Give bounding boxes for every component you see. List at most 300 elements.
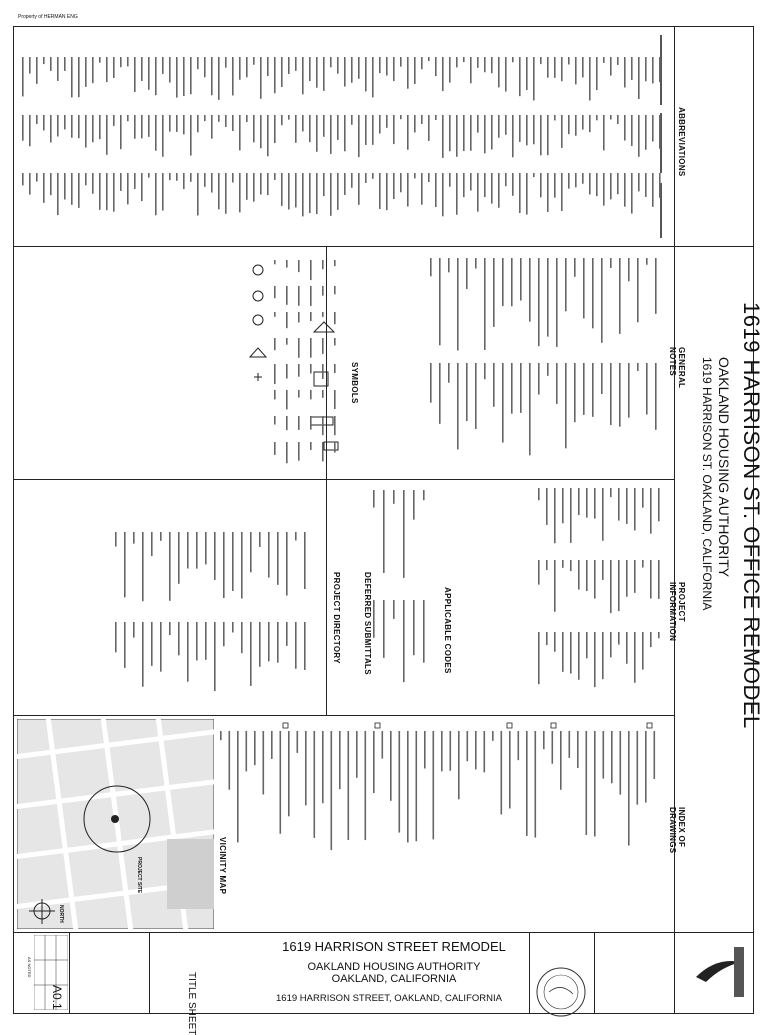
text-line <box>594 731 596 836</box>
project-address: 1619 HARRISON ST. OAKLAND, CALIFORNIA <box>700 357 714 611</box>
text-line <box>281 57 283 87</box>
deferred-submittals-header: DEFERRED SUBMITTALS <box>363 572 372 675</box>
text-line <box>127 115 129 121</box>
text-line <box>298 364 300 377</box>
text-line <box>50 115 52 142</box>
text-line <box>463 173 465 197</box>
text-line <box>463 57 465 62</box>
text-line <box>596 173 598 196</box>
text-line <box>151 622 153 666</box>
text-line <box>575 57 577 84</box>
text-line <box>570 632 572 674</box>
text-line <box>428 173 430 182</box>
text-line <box>310 390 312 399</box>
text-line <box>637 258 639 322</box>
text-line <box>223 622 225 646</box>
text-line <box>450 731 452 771</box>
text-line <box>169 622 171 635</box>
abbreviations-header: ABBREVIATIONS <box>677 107 686 177</box>
text-line <box>298 260 300 272</box>
text-line <box>295 115 297 143</box>
text-line <box>502 258 504 306</box>
text-line <box>386 57 388 76</box>
text-line <box>393 490 395 504</box>
text-line <box>533 173 535 177</box>
text-line <box>475 731 477 769</box>
text-line <box>610 363 612 425</box>
text-line <box>225 57 227 68</box>
text-line <box>260 115 262 148</box>
text-line <box>610 173 612 199</box>
text-line <box>582 115 584 130</box>
project-directory-header: PROJECT DIRECTORY <box>332 572 341 664</box>
text-line <box>115 622 117 652</box>
text-line <box>637 363 639 371</box>
text-line <box>232 532 234 591</box>
text-line <box>518 731 520 760</box>
text-line <box>151 532 153 556</box>
text-line <box>99 115 101 139</box>
text-line <box>142 622 144 687</box>
text-line <box>22 115 24 141</box>
text-line <box>183 57 185 96</box>
text-line <box>634 560 636 593</box>
text-line <box>562 632 564 672</box>
text-line <box>211 173 213 193</box>
text-line <box>274 173 276 180</box>
text-line <box>253 115 255 142</box>
text-line <box>637 731 639 805</box>
text-line <box>334 286 336 294</box>
divider <box>674 932 675 1013</box>
text-line <box>344 57 346 87</box>
text-line <box>286 338 288 345</box>
general-notes-header: GENERAL NOTES <box>668 347 686 389</box>
text-line <box>141 115 143 138</box>
text-line <box>421 173 423 205</box>
text-line <box>288 115 290 120</box>
text-line <box>400 173 402 192</box>
text-line <box>582 57 584 77</box>
text-line <box>603 115 605 150</box>
text-line <box>274 286 276 298</box>
text-line <box>655 258 657 314</box>
text-line <box>414 57 416 84</box>
text-line <box>505 57 507 92</box>
text-line <box>477 115 479 133</box>
text-line <box>416 731 418 841</box>
text-line <box>43 115 45 130</box>
text-line <box>85 173 87 185</box>
text-line <box>259 622 261 667</box>
text-line <box>334 338 336 345</box>
revision-table <box>34 935 68 1010</box>
text-line <box>546 632 548 645</box>
text-line <box>583 363 585 415</box>
text-line <box>295 622 297 669</box>
text-line <box>596 115 598 120</box>
text-line <box>124 622 126 668</box>
text-line <box>169 57 171 82</box>
text-line <box>274 364 276 384</box>
text-line <box>470 173 472 191</box>
text-line <box>547 115 549 155</box>
firm-logo <box>686 937 746 1007</box>
text-line <box>617 173 619 194</box>
applicable-codes-text <box>369 482 439 712</box>
text-line <box>239 173 241 212</box>
text-line <box>298 312 300 322</box>
text-line <box>298 338 300 358</box>
text-line <box>286 260 288 268</box>
text-line <box>274 338 276 350</box>
text-line <box>280 731 282 834</box>
text-line <box>351 173 353 188</box>
text-line <box>484 258 486 350</box>
text-line <box>373 600 375 638</box>
text-line <box>498 173 500 208</box>
text-line <box>64 115 66 129</box>
text-line <box>237 731 239 842</box>
text-line <box>403 490 405 578</box>
text-line <box>330 115 332 154</box>
text-line <box>302 57 304 94</box>
text-line <box>650 560 652 599</box>
text-line <box>113 57 115 78</box>
text-line <box>413 490 415 520</box>
text-line <box>586 488 588 518</box>
text-line <box>458 731 460 799</box>
text-line <box>407 731 409 842</box>
text-line <box>316 57 318 88</box>
text-line <box>624 115 626 141</box>
text-line <box>232 115 234 131</box>
text-line <box>526 731 528 836</box>
text-line <box>286 286 288 305</box>
text-line <box>373 490 375 508</box>
text-line <box>399 731 401 833</box>
text-line <box>218 57 220 100</box>
divider <box>14 479 674 480</box>
text-line <box>155 115 157 151</box>
text-line <box>120 115 122 149</box>
text-line <box>358 115 360 157</box>
text-line <box>322 416 324 435</box>
text-line <box>310 416 312 430</box>
text-line <box>36 173 38 182</box>
text-line <box>162 173 164 211</box>
text-line <box>178 532 180 584</box>
text-line <box>190 173 192 182</box>
text-line <box>466 258 468 289</box>
text-line <box>484 363 486 379</box>
text-line <box>260 57 262 99</box>
text-line <box>134 115 136 139</box>
text-line <box>583 258 585 318</box>
text-line <box>569 731 571 758</box>
text-line <box>538 488 540 500</box>
text-line <box>239 115 241 150</box>
text-line <box>223 532 225 598</box>
text-line <box>646 258 648 265</box>
text-line <box>250 622 252 686</box>
text-line <box>393 115 395 144</box>
text-line <box>288 57 290 74</box>
text-line <box>492 731 494 741</box>
text-line <box>43 173 45 203</box>
text-line <box>134 57 136 92</box>
text-line <box>634 632 636 683</box>
text-line <box>310 286 312 306</box>
text-line <box>78 57 80 97</box>
text-line <box>645 731 647 803</box>
text-line <box>393 57 395 81</box>
text-line <box>50 57 52 71</box>
text-line <box>337 115 339 140</box>
text-line <box>589 173 591 194</box>
text-line <box>618 488 620 521</box>
text-line <box>589 115 591 132</box>
text-line <box>304 622 306 670</box>
project-information-header: PROJECT INFORMATION <box>668 582 686 642</box>
text-line <box>421 57 423 69</box>
text-line <box>271 731 273 759</box>
text-line <box>652 115 654 142</box>
site-marker-icon <box>111 815 119 823</box>
text-line <box>337 173 339 210</box>
text-line <box>435 173 437 207</box>
text-line <box>220 731 222 740</box>
text-line <box>626 560 628 597</box>
text-line <box>298 442 300 461</box>
text-line <box>225 115 227 127</box>
text-line <box>372 173 374 179</box>
text-line <box>232 57 234 95</box>
text-line <box>322 286 324 296</box>
text-line <box>302 173 304 216</box>
text-line <box>286 364 288 379</box>
text-line <box>570 560 572 571</box>
text-line <box>449 173 451 187</box>
text-line <box>565 258 567 311</box>
text-line <box>322 338 324 354</box>
text-line <box>484 731 486 772</box>
text-line <box>561 115 563 148</box>
text-line <box>634 488 636 530</box>
text-line <box>71 57 73 97</box>
text-line <box>57 173 59 215</box>
text-line <box>638 115 640 157</box>
text-line <box>323 173 325 196</box>
text-line <box>298 390 300 398</box>
project-information-text <box>534 482 669 712</box>
vicinity-map <box>17 719 214 929</box>
text-line <box>214 622 216 691</box>
text-line <box>423 490 425 500</box>
text-line <box>379 57 381 73</box>
text-line <box>645 173 647 197</box>
text-line <box>543 731 545 749</box>
text-line <box>610 488 612 497</box>
text-line <box>538 258 540 346</box>
text-line <box>466 363 468 421</box>
text-line <box>281 115 283 125</box>
text-line <box>267 173 269 195</box>
text-line <box>148 173 150 178</box>
text-line <box>183 115 185 134</box>
text-line <box>561 173 563 211</box>
text-line <box>642 560 644 567</box>
text-line <box>610 560 612 613</box>
text-line <box>260 173 262 195</box>
text-line <box>259 532 261 547</box>
text-line <box>618 632 620 645</box>
architect-seal <box>529 962 593 1022</box>
text-line <box>314 731 316 838</box>
text-line <box>187 622 189 682</box>
text-line <box>239 57 241 80</box>
text-line <box>113 173 115 212</box>
text-line <box>540 173 542 197</box>
text-line <box>560 731 562 790</box>
text-line <box>334 364 336 373</box>
text-line <box>162 57 164 74</box>
text-line <box>197 173 199 215</box>
text-line <box>274 442 276 455</box>
text-line <box>322 731 324 803</box>
text-line <box>601 258 603 343</box>
text-line <box>538 632 540 684</box>
text-line <box>655 363 657 430</box>
symbols-legend <box>224 252 354 477</box>
text-line <box>456 173 458 215</box>
text-line <box>99 173 101 210</box>
text-line <box>155 57 157 95</box>
tb-address: 1619 HARRISON STREET, OAKLAND, CALIFORNIA <box>276 993 502 1004</box>
text-line <box>631 57 633 80</box>
text-line <box>379 173 381 209</box>
text-line <box>305 731 307 805</box>
text-line <box>190 115 192 156</box>
text-line <box>241 532 243 599</box>
text-line <box>274 390 276 399</box>
text-line <box>520 363 522 413</box>
text-line <box>547 258 549 337</box>
text-line <box>263 731 265 794</box>
text-line <box>141 173 143 201</box>
text-line <box>659 115 661 149</box>
text-line <box>106 115 108 155</box>
tb-city: OAKLAND, CALIFORNIA <box>331 973 457 985</box>
text-line <box>99 57 101 63</box>
text-line <box>288 731 290 816</box>
text-line <box>64 57 66 71</box>
text-line <box>277 532 279 585</box>
text-line <box>533 57 535 100</box>
text-line <box>620 731 622 795</box>
text-line <box>71 173 73 205</box>
text-line <box>502 363 504 443</box>
text-line <box>323 115 325 137</box>
text-line <box>475 258 477 269</box>
text-line <box>565 363 567 448</box>
text-line <box>602 632 604 679</box>
text-line <box>334 260 336 266</box>
text-line <box>511 363 513 414</box>
text-line <box>330 57 332 67</box>
text-line <box>383 600 385 658</box>
text-line <box>386 173 388 210</box>
text-line <box>169 115 171 132</box>
text-line <box>286 532 288 596</box>
text-line <box>463 115 465 151</box>
text-line <box>470 57 472 83</box>
text-line <box>659 173 661 198</box>
text-line <box>92 57 94 83</box>
text-line <box>554 173 556 198</box>
text-line <box>414 115 416 132</box>
text-line <box>142 532 144 601</box>
text-line <box>512 173 514 196</box>
text-line <box>509 731 511 808</box>
text-line <box>407 57 409 89</box>
text-line <box>617 57 619 65</box>
text-line <box>626 632 628 664</box>
text-line <box>433 731 435 839</box>
text-line <box>642 632 644 670</box>
text-line <box>232 173 234 183</box>
text-line <box>339 731 341 789</box>
text-line <box>491 115 493 149</box>
text-line <box>127 57 129 66</box>
divider <box>326 479 327 715</box>
text-line <box>160 532 162 541</box>
text-line <box>334 416 336 435</box>
text-line <box>218 115 220 122</box>
text-line <box>491 173 493 204</box>
text-line <box>64 173 66 199</box>
text-line <box>441 731 443 771</box>
text-line <box>448 258 450 272</box>
scale-note: AS NOTED <box>27 957 32 978</box>
text-line <box>337 57 339 74</box>
text-line <box>526 57 528 90</box>
text-line <box>538 560 540 585</box>
text-line <box>120 173 122 191</box>
text-line <box>246 731 248 771</box>
text-line <box>334 442 336 453</box>
text-line <box>322 364 324 379</box>
text-line <box>295 532 297 540</box>
text-line <box>190 57 192 94</box>
text-line <box>601 363 603 394</box>
text-line <box>304 532 306 589</box>
text-line <box>457 363 459 449</box>
text-line <box>586 560 588 591</box>
text-line <box>348 731 350 840</box>
text-line <box>298 286 300 306</box>
text-line <box>204 57 206 77</box>
text-line <box>658 560 660 599</box>
text-line <box>390 731 392 801</box>
text-line <box>286 390 288 409</box>
text-line <box>519 173 521 213</box>
text-line <box>631 115 633 146</box>
text-line <box>372 57 374 97</box>
tb-project: 1619 HARRISON STREET REMODEL <box>282 939 506 954</box>
project-owner: OAKLAND HOUSING AUTHORITY <box>716 357 732 578</box>
project-directory-text <box>109 482 324 712</box>
